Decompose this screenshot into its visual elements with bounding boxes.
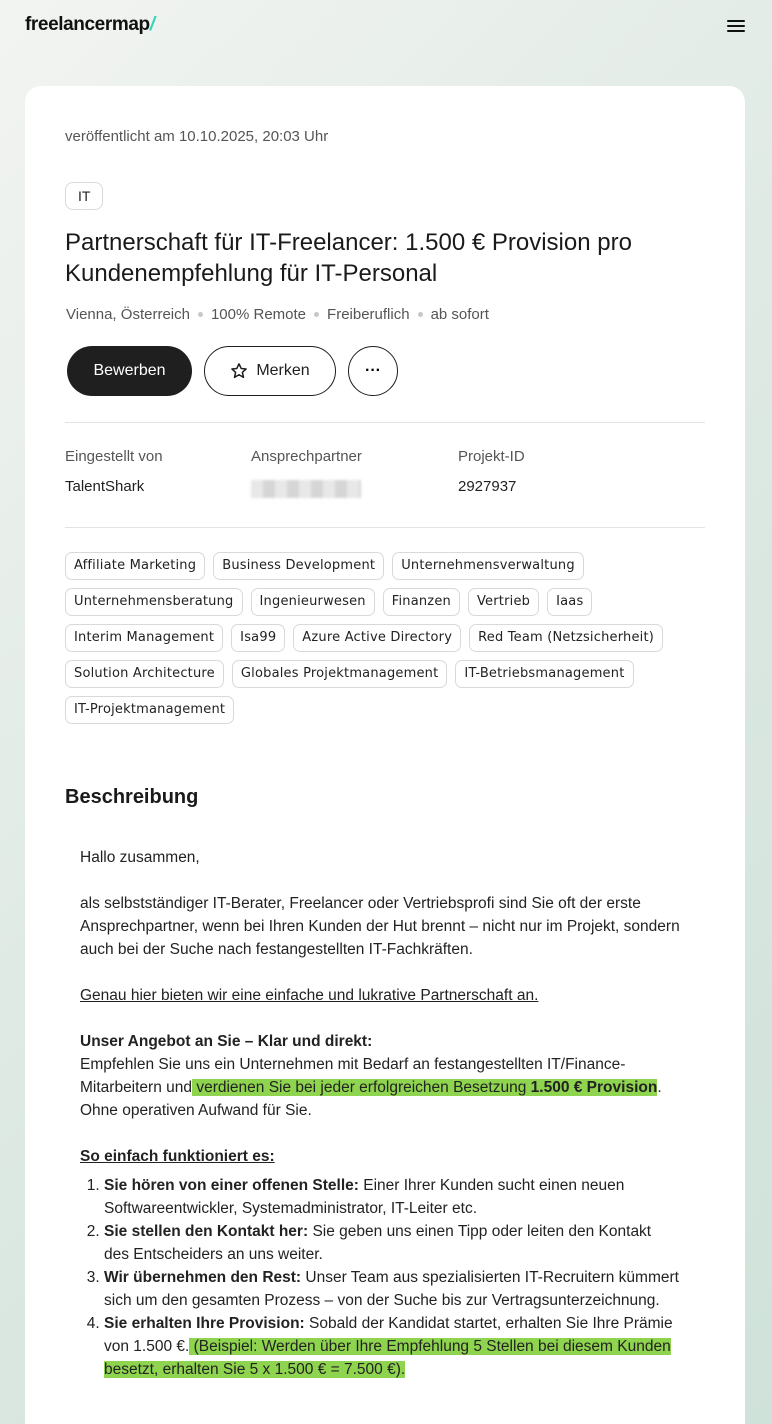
contact-label: Ansprechpartner xyxy=(251,448,362,465)
offer-text-end: . Ohne operativen Aufwand für Sie. xyxy=(80,1079,662,1119)
action-bar xyxy=(67,346,398,396)
step-title: Sie stellen den Kontakt her: xyxy=(104,1223,309,1240)
step-title: Sie erhalten Ihre Provision: xyxy=(104,1315,305,1332)
offer-heading: Unser Angebot an Sie – Klar und direkt: xyxy=(80,1033,373,1050)
apply-button[interactable]: Bewerben xyxy=(67,346,192,396)
step-text: Sobald der Kandidat startet, erhalten Sie Ihre Prämie von 1.500 €. xyxy=(104,1315,673,1355)
skill-tag[interactable]: Iaas xyxy=(547,588,592,616)
save-button[interactable] xyxy=(204,346,336,396)
skill-tag[interactable]: Business Development xyxy=(213,552,384,580)
offer-amount: 1.500 € Provision xyxy=(530,1079,658,1096)
skill-tag[interactable]: Vertrieb xyxy=(468,588,539,616)
list-item xyxy=(104,1312,680,1381)
contact-name-blurred xyxy=(251,480,361,498)
greeting: Hallo zusammen, xyxy=(80,849,200,866)
step-title: Wir übernehmen den Rest: xyxy=(104,1269,302,1286)
top-bar xyxy=(0,0,772,52)
step-example-highlight: (Beispiel: Werden über Ihre Empfehlung 5 Stellen bei diesem Kunden besetzt, erhalten Sie 5 x 1.500 € = 7.500 €). xyxy=(104,1338,671,1378)
divider xyxy=(65,422,705,423)
offer-highlight-text: verdienen Sie bei jeder erfolgreichen Besetzung xyxy=(192,1079,531,1096)
job-card xyxy=(25,86,745,1424)
skill-tag[interactable]: IT-Projektmanagement xyxy=(65,696,234,724)
posted-by-label: Eingestellt von xyxy=(65,448,163,465)
offer-highlight xyxy=(192,1079,657,1096)
published-date: veröffentlicht am 10.10.2025, 20:03 Uhr xyxy=(65,128,329,145)
skill-tag[interactable]: Finanzen xyxy=(383,588,460,616)
hamburger-menu-icon[interactable] xyxy=(722,16,750,38)
skill-tags xyxy=(65,552,705,724)
description-heading: Beschreibung xyxy=(65,786,199,808)
project-id-value: 2927937 xyxy=(458,478,517,495)
separator-dot xyxy=(314,312,319,317)
skill-tag[interactable]: Solution Architecture xyxy=(65,660,224,688)
step-text: Sie geben uns einen Tipp oder leiten den Kontakt des Entscheiders an uns weiter. xyxy=(104,1223,652,1263)
description-body xyxy=(80,846,680,1381)
category-chip[interactable]: IT xyxy=(65,182,103,210)
project-id xyxy=(458,448,525,495)
skill-tag[interactable]: Interim Management xyxy=(65,624,223,652)
project-id-label: Projekt-ID xyxy=(458,448,525,465)
step-title: Sie hören von einer offenen Stelle: xyxy=(104,1177,359,1194)
steps-list xyxy=(80,1174,680,1381)
contact-person xyxy=(251,448,362,498)
skill-tag[interactable]: Red Team (Netzsicherheit) xyxy=(469,624,663,652)
more-options-button[interactable]: ··· xyxy=(348,346,398,396)
skill-tag[interactable]: Unternehmensberatung xyxy=(65,588,243,616)
save-label: Merken xyxy=(256,362,310,379)
page-title: Partnerschaft für IT-Freelancer: 1.500 € Provision pro Kundenempfehlung für IT-Personal xyxy=(65,229,632,287)
skill-tag[interactable]: IT-Betriebsmanagement xyxy=(455,660,633,688)
offer-paragraph xyxy=(80,1030,680,1122)
list-item xyxy=(104,1174,680,1220)
skill-tag[interactable]: Ingenieurwesen xyxy=(251,588,375,616)
posted-by-value[interactable]: TalentShark xyxy=(65,478,145,495)
step-text: Unser Team aus spezialisierten IT-Recruitern kümmert sich um den gesamten Prozess – von der Suche bis zur Vertragsunterzeichnung. xyxy=(104,1269,679,1309)
project-info xyxy=(65,448,705,508)
skill-tag[interactable]: Unternehmensverwaltung xyxy=(392,552,584,580)
separator-dot xyxy=(198,312,203,317)
offer-text: Empfehlen Sie uns ein Unternehmen mit Bedarf an festangestellten IT/Finance-Mitarbeitern und xyxy=(80,1056,626,1096)
logo[interactable] xyxy=(25,14,155,36)
offer-line: Genau hier bieten wir eine einfache und lukrative Partnerschaft an. xyxy=(80,987,539,1004)
steps-heading: So einfach funktioniert es: xyxy=(80,1148,275,1165)
logo-slash: / xyxy=(149,14,155,35)
list-item xyxy=(104,1266,680,1312)
skill-tag[interactable]: Azure Active Directory xyxy=(293,624,461,652)
employment-type: Freiberuflich xyxy=(327,306,410,323)
posted-by xyxy=(65,448,163,495)
step-text: Einer Ihrer Kunden sucht einen neuen Softwareentwickler, Systemadministrator, IT-Leiter etc. xyxy=(104,1177,625,1217)
location: Vienna, Österreich xyxy=(66,306,190,323)
divider xyxy=(65,527,705,528)
separator-dot xyxy=(418,312,423,317)
list-item xyxy=(104,1220,680,1266)
intro-paragraph: als selbstständiger IT-Berater, Freelancer oder Vertriebsprofi sind Sie oft der erste Ansprechpartner, wenn bei Ihren Kunden der Hut brennt – nicht nur im Projekt, sondern auch bei der Suche nach festangestellten IT-Fachkräften. xyxy=(80,895,680,958)
remote-info: 100% Remote xyxy=(210,306,307,323)
job-meta xyxy=(66,306,489,323)
skill-tag[interactable]: Globales Projektmanagement xyxy=(232,660,448,688)
logo-text: freelancermap xyxy=(25,14,150,35)
skill-tag[interactable]: Isa99 xyxy=(231,624,285,652)
start-date: ab sofort xyxy=(430,306,489,323)
star-icon xyxy=(230,362,248,380)
skill-tag[interactable]: Affiliate Marketing xyxy=(65,552,205,580)
